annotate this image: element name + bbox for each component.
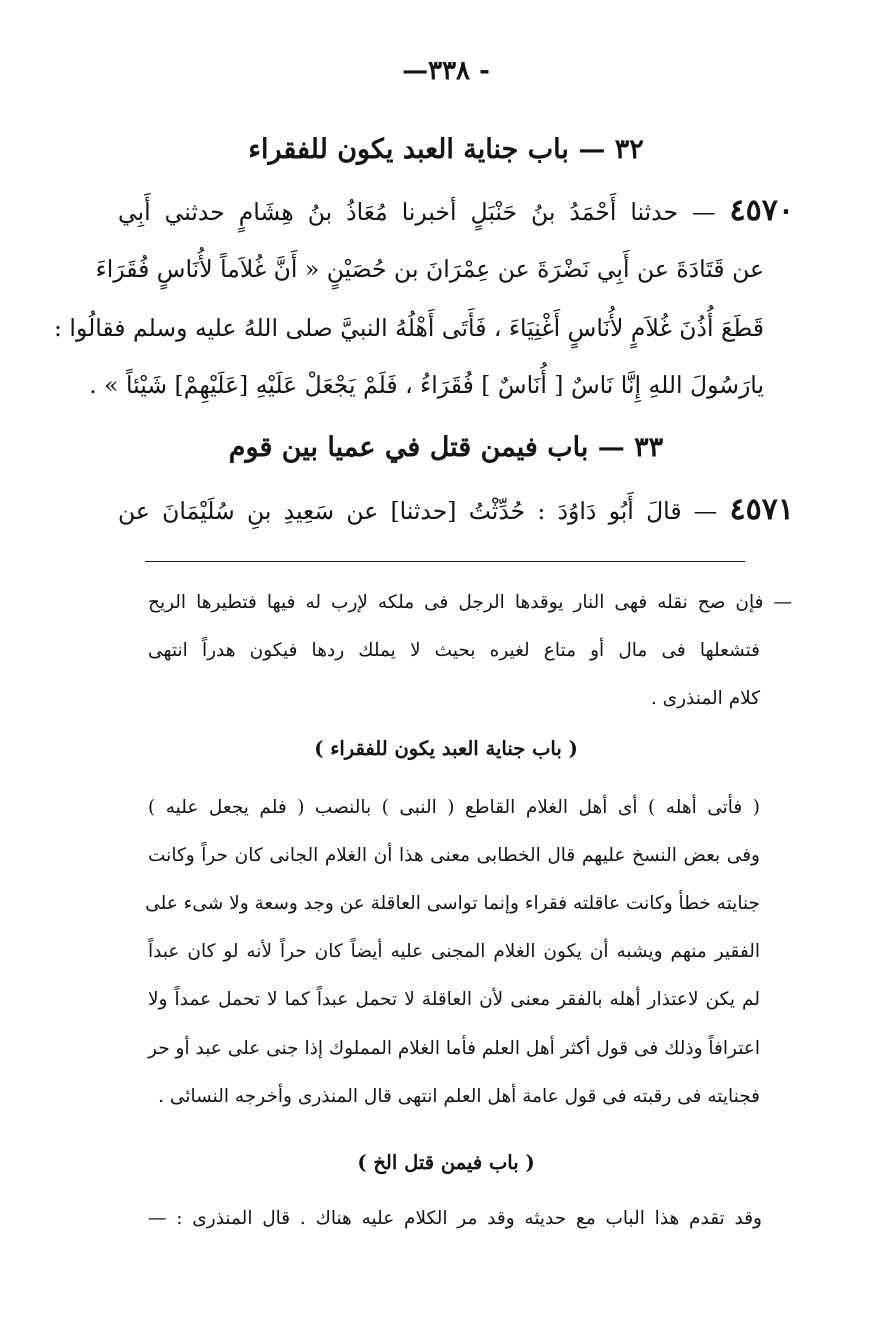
hadith-4570-line-3: قَطَعَ أُذُنَ غُلاَمٍ لأُنَاسٍ أَغْنِيَاءَ ، فَأَتَى أَهْلُهُ النبيَّ صلى اللهُ عليه وسلم فقالُوا :: [54, 314, 764, 342]
commentary-intro-line-1: — فإن صح نقله فهى النار يوقدها الرجل فى ملكه لإرب له فيها فتطيرها الريح: [148, 592, 792, 613]
commentary-section-1-heading: ( باب جناية العبد يكون للفقراء ): [314, 737, 578, 760]
commentary-intro-line-3: كلام المنذرى .: [650, 688, 760, 709]
commentary-section-2-line-1: وقد تقدم هذا الباب مع حديثه وقد مر الكلام عليه هناك . قال المنذرى : —: [148, 1208, 762, 1229]
commentary-section-2-heading: ( باب فيمن قتل الخ ): [357, 1151, 535, 1174]
commentary-section-1-line-2: وفى بعض النسخ عليهم قال الخطابى معنى هذا أن الغلام الجانى كان حراً وكانت: [148, 845, 760, 866]
hadith-4571-line-1: [118, 488, 794, 533]
hadith-4570-number: ٤٥٧٠: [729, 193, 794, 228]
commentary-section-1-line-3: جنايته خطأ وكانت عاقلته فقراء وإنما تواسى العاقلة عن وجد وسعة ولا شىء على: [145, 893, 760, 914]
commentary-section-1-line-6: اعترافاً وذلك فى قول أكثر أهل العلم فأما الغلام المملوك إذا جنى على عبد أو حر: [148, 1038, 760, 1059]
hadith-4571-text-1: — قالَ أَبُو دَاوُدَ : حُدِّثْتُ [حدثنا] عن سَعِيدِ بنِ سُلَيْمَانَ عن: [118, 497, 718, 525]
commentary-section-1-line-7: فجنايته فى رقبته فى قول عامة أهل العلم انتهى قال المنذرى وأخرجه النسائى .: [158, 1086, 760, 1107]
commentary-intro-line-2: فتشعلها فى مال أو متاع لغيره بحيث لا يملك ردها فيكون هدراً انتهى: [148, 640, 760, 661]
hadith-4570-text-1: — حدثنا أَحْمَدُ بنُ حَنْبَلٍ أخبرنا مُعَاذُ بنُ هِشَامٍ حدثني أَبِي: [118, 198, 716, 226]
page-number: —٣٣٨ -: [402, 56, 490, 86]
hadith-4570-line-2: عن قَتَادَةَ عن أَبِي نَضْرَةَ عن عِمْرَانَ بن حُصَيْنٍ « أَنَّ غُلاَماً لأُنَاسٍ فُقَرَاءَ: [95, 255, 764, 283]
commentary-section-1-line-5: لم يكن لاعتذار أهله بالفقر معنى لأن العاقلة لا تحمل عبداً كما لا تحمل عمداً ولا: [148, 989, 760, 1010]
hadith-4570-line-4: يارَسُولَ اللهِ إِنَّا نَاسٌ [ أُنَاسٌ ] فُقَرَاءُ ، فَلَمْ يَجْعَلْ عَلَيْهِ [عَلَيْهِمْ] شَيْئاً » .: [89, 371, 764, 399]
hadith-4570-line-1: [118, 189, 794, 234]
chapter-32-heading: ٣٢ — باب جناية العبد يكون للفقراء: [248, 134, 644, 165]
hadith-4571-number: ٤٥٧١: [729, 492, 794, 527]
chapter-33-heading: ٣٣ — باب فيمن قتل في عميا بين قوم: [228, 432, 664, 463]
commentary-section-1-line-4: الفقير منهم ويشبه أن يكون الغلام المجنى عليه أيضاً كان حراً لأنه لو كان عبداً: [148, 941, 760, 962]
commentary-section-1-line-1: ( فأتى أهله ) أى أهل الغلام القاطع ( النبى ) بالنصب ( فلم يجعل عليه ): [148, 797, 760, 818]
footnote-separator: [145, 561, 745, 562]
